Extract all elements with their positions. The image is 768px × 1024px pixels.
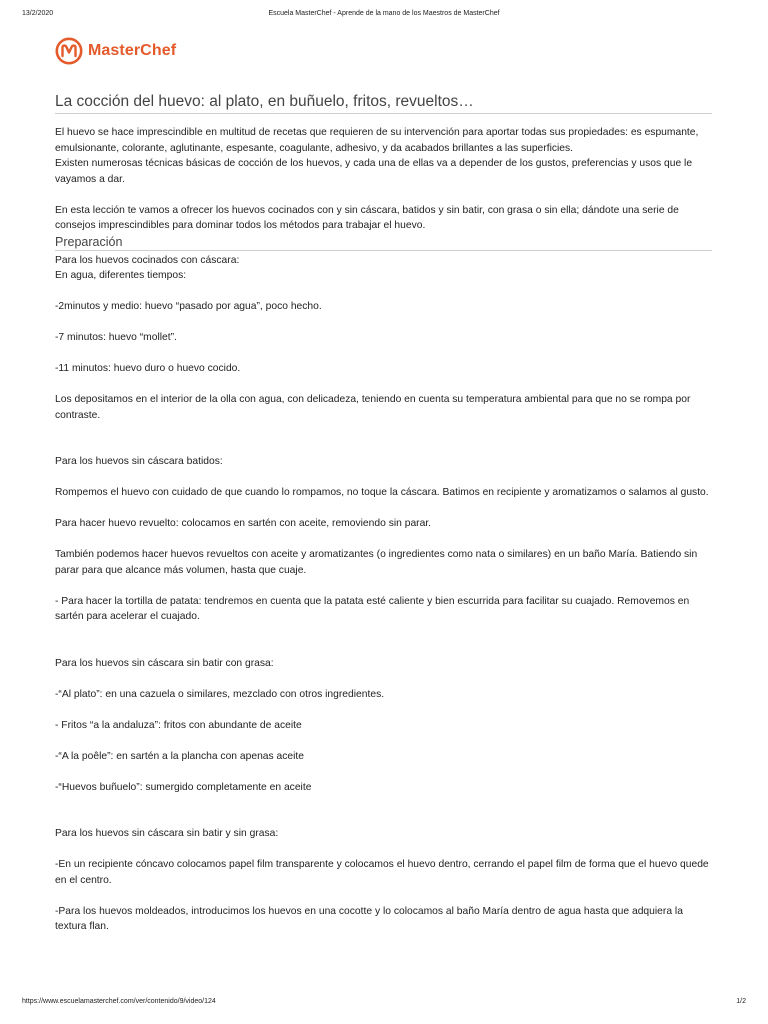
paragraph: - Para hacer la tortilla de patata: tendremos en cuenta que la patata esté caliente y bien escurrida para facilitar su cuajado. Removemos en sartén para acelerar el cuajado. <box>55 595 690 622</box>
article-title: La cocción del huevo: al plato, en buñuelo, fritos, revueltos… <box>55 92 712 114</box>
paragraph: Para los huevos sin cáscara batidos: <box>55 456 223 467</box>
print-footer <box>22 998 746 1010</box>
paragraph-spacer <box>55 795 712 811</box>
paragraph: -“A la poêle”: en sartén a la plancha con apenas aceite <box>55 750 305 762</box>
paragraph-spacer <box>55 842 712 858</box>
print-date: 13/2/2020 <box>22 10 54 17</box>
preparation-title: Preparación <box>55 234 712 251</box>
article <box>55 92 712 935</box>
preparation-body <box>55 253 712 935</box>
paragraph-spacer <box>55 501 712 517</box>
paragraph: Para los huevos cocinados con cáscara: <box>55 254 240 266</box>
paragraph-spacer <box>55 702 712 718</box>
paragraph: En esta lección te vamos a ofrecer los huevos cocinados con y sin cáscara, batidos y sin batir, con grasa o sin ella; dándote una serie de consejos imprescindibles para dominar todos los métodos para trabajar el huevo. <box>55 204 679 231</box>
paragraph-spacer <box>55 578 712 594</box>
paragraph-spacer <box>55 377 712 393</box>
paragraph-spacer <box>55 671 712 687</box>
print-page-title: Escuela MasterChef - Aprende de la mano de los Maestros de MasterChef <box>268 10 500 17</box>
paragraph-spacer <box>55 888 712 904</box>
paragraph: -“Huevos buñuelo”: sumergido completamente en aceite <box>55 781 312 793</box>
page-number: 1/2 <box>736 998 746 1005</box>
paragraph: El huevo se hace imprescindible en multitud de recetas que requieren de su intervención para aportar todas sus propiedades: es espumante, emulsionante, colorante, aglutinante, espesante, coagulante, adhesivo, y da acabados brillantes a las superficies. <box>55 127 699 154</box>
paragraph: -“Al plato”: en una cazuela o similares, mezclado con otros ingredientes. <box>55 688 385 700</box>
paragraph: También podemos hacer huevos revueltos con aceite y aromatizantes (o ingredientes como nata o similares) en un baño María. Batiendo sin parar para que alcance más volumen, hasta que cuaje. <box>55 549 698 576</box>
paragraph-spacer <box>55 470 712 486</box>
masterchef-logo-icon <box>55 37 83 65</box>
paragraph: -En un recipiente cóncavo colocamos papel film transparente y colocamos el huevo dentro, cerrando el papel film de forma que el huevo quede en el centro. <box>55 859 709 886</box>
paragraph-spacer <box>55 625 712 641</box>
paragraph-spacer <box>55 439 712 455</box>
paragraph-spacer <box>55 187 712 203</box>
paragraph: -Para los huevos moldeados, introducimos los huevos en una cocotte y lo colocamos al baño María dentro de agua hasta que adquiera la textura flan. <box>55 905 683 932</box>
print-url[interactable]: https://www.escuelamasterchef.com/ver/contenido/9/video/124 <box>22 998 216 1005</box>
paragraph-spacer <box>55 764 712 780</box>
paragraph: Los depositamos en el interior de la olla con agua, con delicadeza, teniendo en cuenta su temperatura ambiental para que no se rompa por contraste. <box>55 394 691 421</box>
paragraph: Para hacer huevo revuelto: colocamos en sartén con aceite, removiendo sin parar. <box>55 518 432 529</box>
logo-text: MasterChef <box>88 42 177 59</box>
paragraph: En agua, diferentes tiempos: <box>55 270 187 281</box>
paragraph-spacer <box>55 532 712 548</box>
paragraph-spacer <box>55 423 712 439</box>
paragraph: -7 minutos: huevo “mollet”. <box>55 332 177 343</box>
paragraph: Existen numerosas técnicas básicas de cocción de los huevos, y cada una de ellas va a depender de los gustos, preferencias y usos que le vayamos a dar. <box>55 158 693 185</box>
paragraph: Para los huevos sin cáscara sin batir con grasa: <box>55 657 274 669</box>
paragraph: -2minutos y medio: huevo “pasado por agua”, poco hecho. <box>55 301 322 312</box>
paragraph-spacer <box>55 811 712 827</box>
paragraph: -11 minutos: huevo duro o huevo cocido. <box>55 363 241 374</box>
paragraph: Para los huevos sin cáscara sin batir y sin grasa: <box>55 828 279 839</box>
paragraph: - Fritos “a la andaluza”: fritos con abundante de aceite <box>55 719 302 731</box>
article-intro <box>55 125 712 234</box>
paragraph-spacer <box>55 284 712 300</box>
paragraph-spacer <box>55 640 712 656</box>
paragraph-spacer <box>55 346 712 362</box>
paragraph-spacer <box>55 733 712 749</box>
masterchef-logo[interactable] <box>55 36 176 66</box>
paragraph-spacer <box>55 315 712 331</box>
paragraph: Rompemos el huevo con cuidado de que cuando lo rompamos, no toque la cáscara. Batimos en recipiente y aromatizamos o salamos al gusto. <box>55 487 709 498</box>
print-header <box>22 10 746 22</box>
